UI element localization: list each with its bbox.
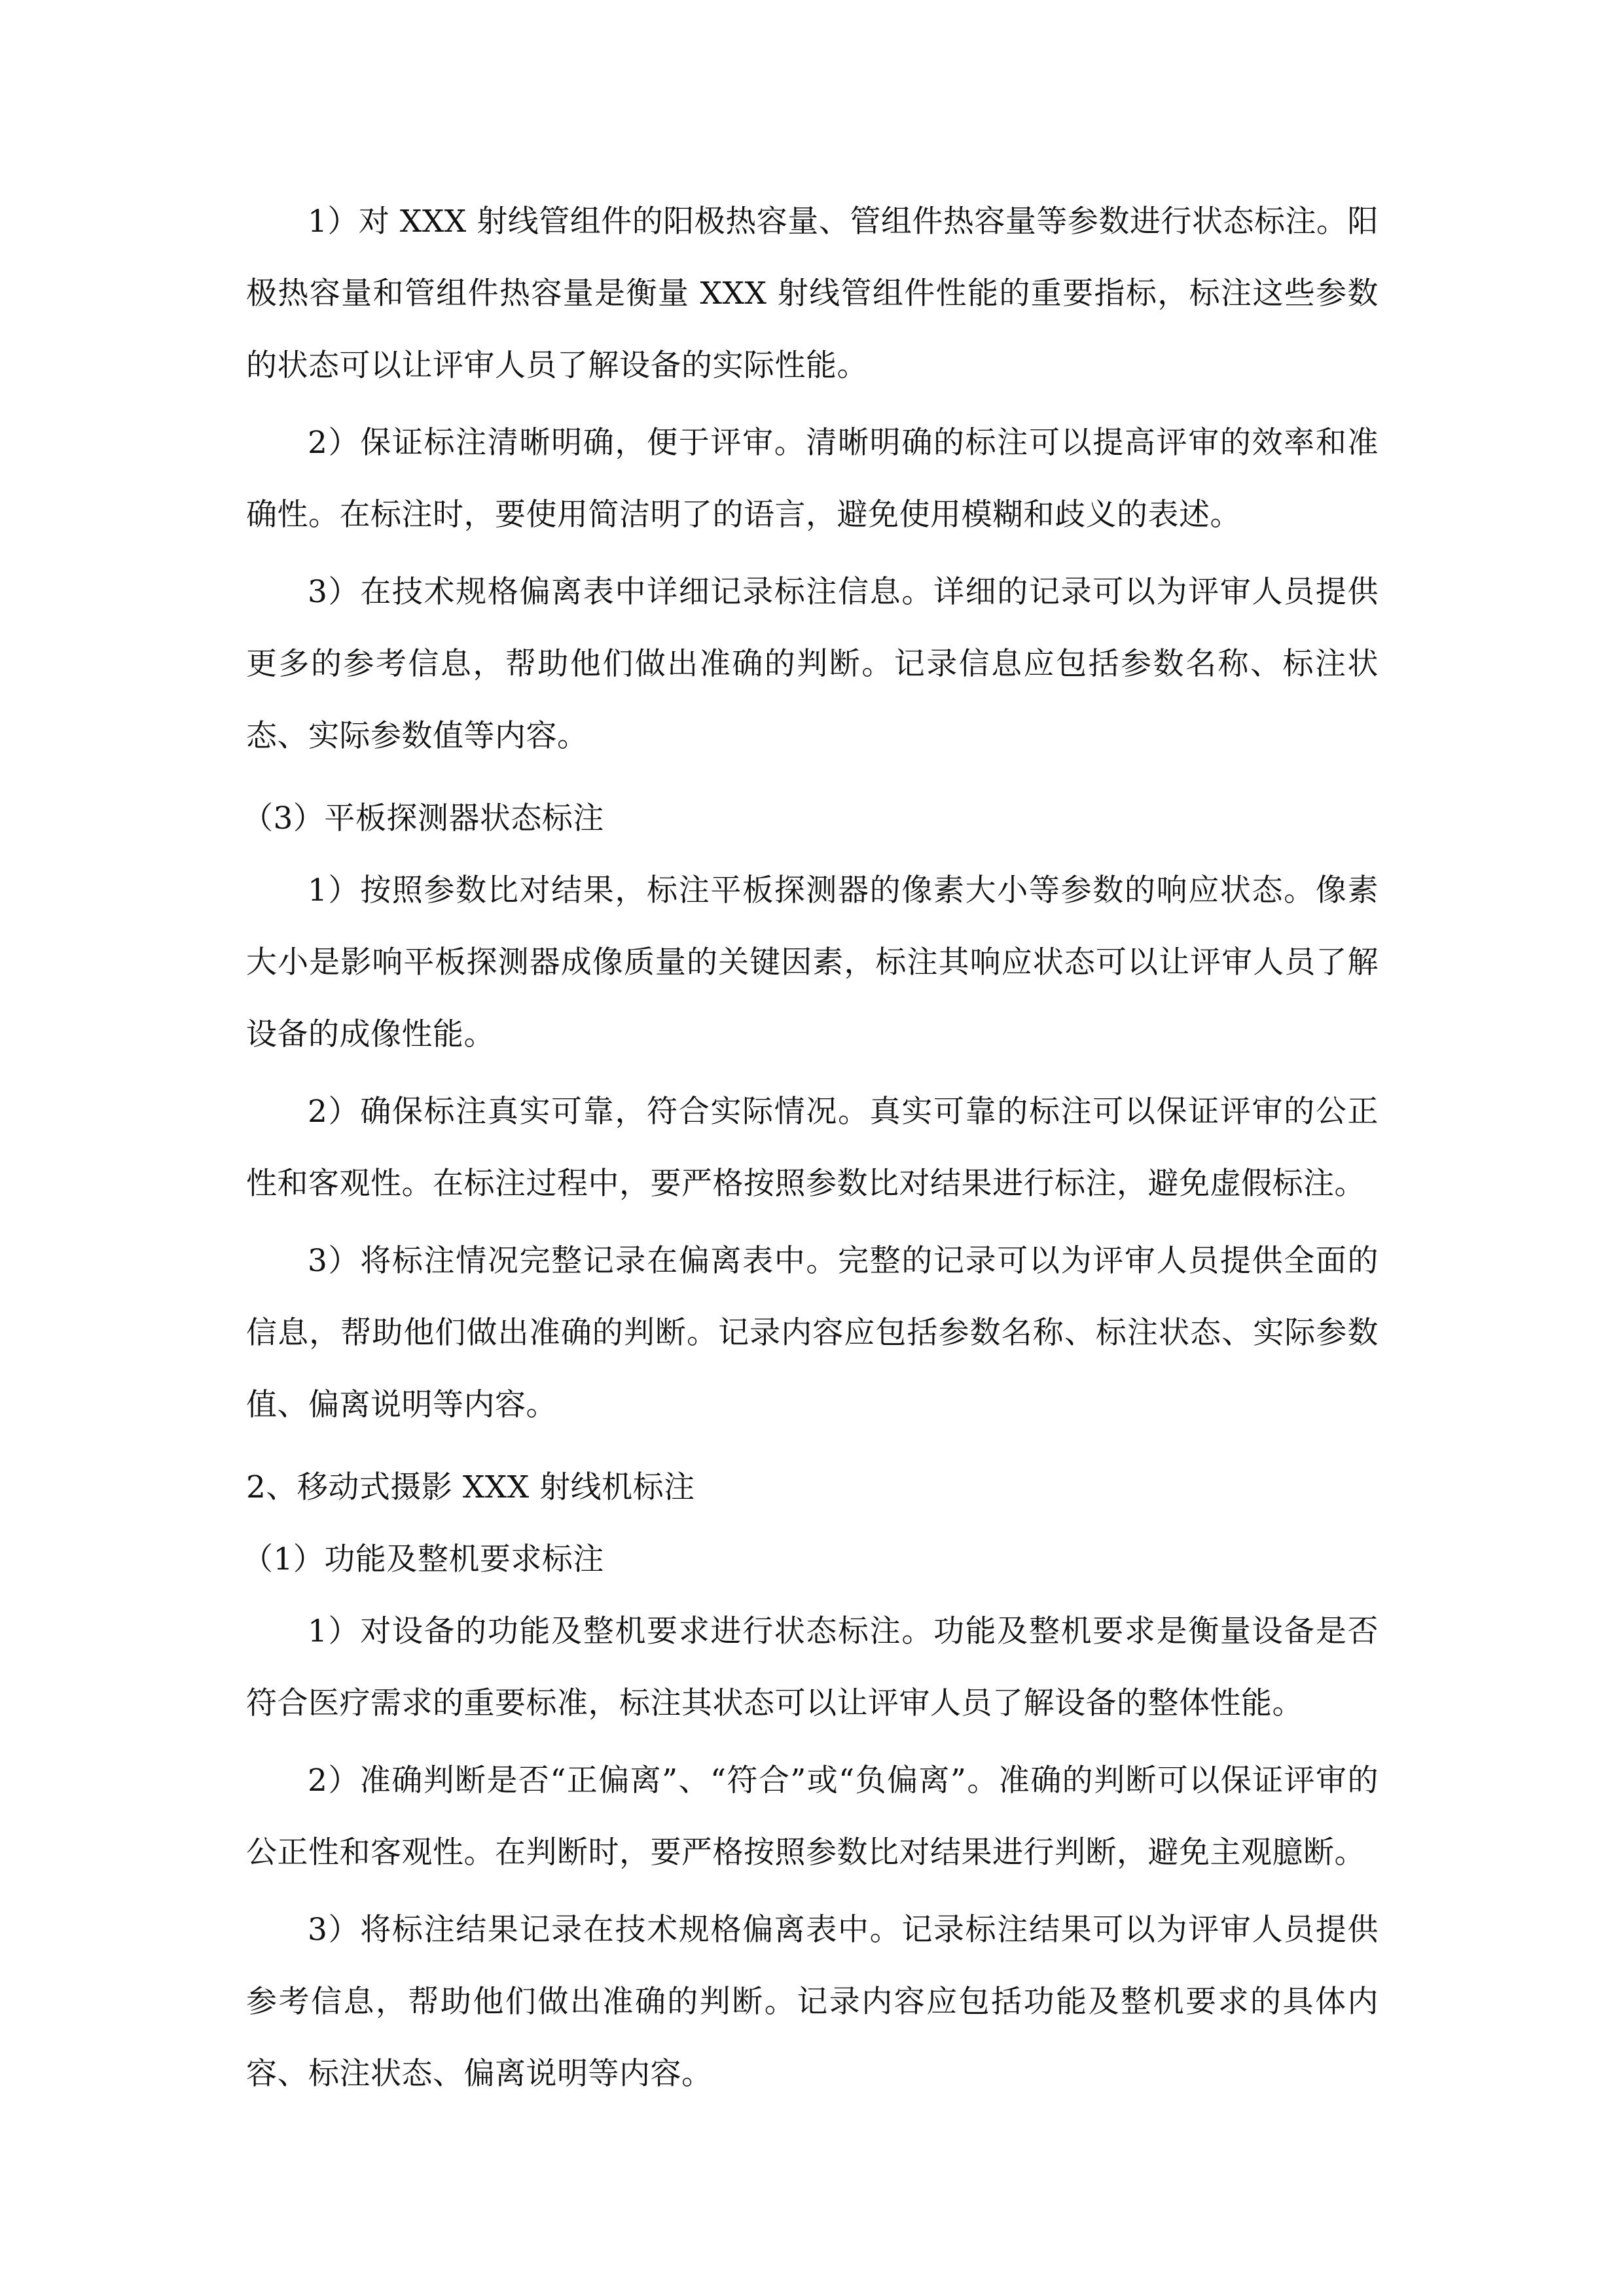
paragraph-record-results: 3）将标注结果记录在技术规格偏离表中。记录标注结果可以为评审人员提供参考信息，帮助他们做出准确的判断。记录内容应包括功能及整机要求的具体内容、标注状态、偏离说明等内容。	[246, 1912, 1379, 2092]
paragraph-clear-annotation: 2）保证标注清晰明确，便于评审。清晰明确的标注可以提高评审的效率和准确性。在标注时，要使用简洁明了的语言，避免使用模糊和歧义的表述。	[246, 425, 1379, 533]
subheading-flat-panel-detector: （3）平板探测器状态标注	[242, 800, 604, 836]
heading-mobile-xray: 2、移动式摄影 XXX 射线机标注	[246, 1469, 695, 1505]
paragraph-tube-heat-capacity: 1）对 XXX 射线管组件的阳极热容量、管组件热容量等参数进行状态标注。阳极热容量和管组件热容量是衡量 XXX 射线管组件性能的重要指标，标注这些参数的状态可以让评审人员了解设备的实际性能。	[246, 204, 1379, 384]
paragraph-truthful-annotation: 2）确保标注真实可靠，符合实际情况。真实可靠的标注可以保证评审的公正性和客观性。在标注过程中，要严格按照参数比对结果进行标注，避免虚假标注。	[246, 1094, 1379, 1202]
document-body	[242, 186, 1379, 2110]
paragraph-complete-record: 3）将标注情况完整记录在偏离表中。完整的记录可以为评审人员提供全面的信息，帮助他们做出准确的判断。记录内容应包括参数名称、标注状态、实际参数值、偏离说明等内容。	[246, 1243, 1379, 1423]
paragraph-function-status: 1）对设备的功能及整机要求进行状态标注。功能及整机要求是衡量设备是否符合医疗需求的重要标准，标注其状态可以让评审人员了解设备的整体性能。	[246, 1613, 1379, 1721]
subheading-function-requirements: （1）功能及整机要求标注	[242, 1541, 604, 1577]
paragraph-pixel-size: 1）按照参数比对结果，标注平板探测器的像素大小等参数的响应状态。像素大小是影响平板探测器成像质量的关键因素，标注其响应状态可以让评审人员了解设备的成像性能。	[246, 872, 1379, 1052]
paragraph-record-in-table: 3）在技术规格偏离表中详细记录标注信息。详细的记录可以为评审人员提供更多的参考信息，帮助他们做出准确的判断。记录信息应包括参数名称、标注状态、实际参数值等内容。	[246, 574, 1379, 754]
paragraph-deviation-judgment: 2）准确判断是否“正偏离”、“符合”或“负偏离”。准确的判断可以保证评审的公正性和客观性。在判断时，要严格按照参数比对结果进行判断，避免主观臆断。	[246, 1763, 1379, 1871]
